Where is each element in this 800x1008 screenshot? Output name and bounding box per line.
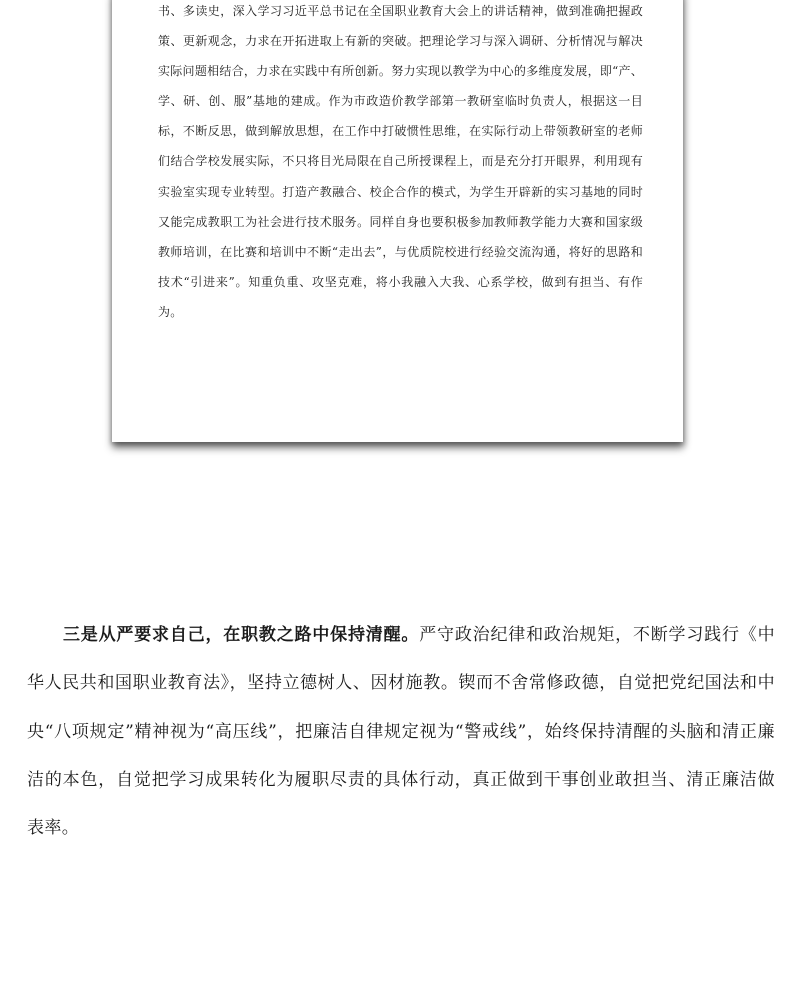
body-paragraph-text: 严守政治纪律和政治规矩，不断学习践行《中华人民共和国职业教育法》，坚持立德树人、因材施教。锲而不舍常修政德，自觉把党纪国法和中央“八项规定”精神视为“高压线”，把廉洁自律规定视为“警戒线”，始终保持清醒的头脑和清正廉洁的本色，自觉把学习成果转化为履职尽责的具体行动，真正做到干事创业敢担当、清正廉洁做表率。 [27, 625, 776, 839]
document-page-card [112, 0, 683, 442]
body-paragraph-lead: 三是从严要求自己，在职教之路中保持清醒。 [63, 625, 420, 645]
card-paragraph: 书、多读史，深入学习习近平总书记在全国职业教育大会上的讲话精神，做到准确把握政策、更新观念，力求在开拓进取上有新的突破。把理论学习与深入调研、分析情况与解决实际问题相结合，力求在实践中有所创新。努力实现以教学为中心的多维度发展，即“产、学、研、创、服”基地的建成。作为市政造价教学部第一教研室临时负责人，根据这一目标，不断反思，做到解放思想，在工作中打破惯性思维，在实际行动上带领教研室的老师们结合学校发展实际，不只将目光局限在自己所授课程上，而是充分打开眼界，利用现有实验室实现专业转型。打造产教融合、校企合作的模式，为学生开辟新的实习基地的同时又能完成教职工为社会进行技术服务。同样自身也要积极参加教师教学能力大赛和国家级教师培训，在比赛和培训中不断“走出去”，与优质院校进行经验交流沟通，将好的思路和技术“引进来”。知重负重、攻坚克难，将小我融入大我、心系学校，做到有担当、有作为。 [158, 4, 643, 319]
body-paragraph [27, 611, 775, 852]
